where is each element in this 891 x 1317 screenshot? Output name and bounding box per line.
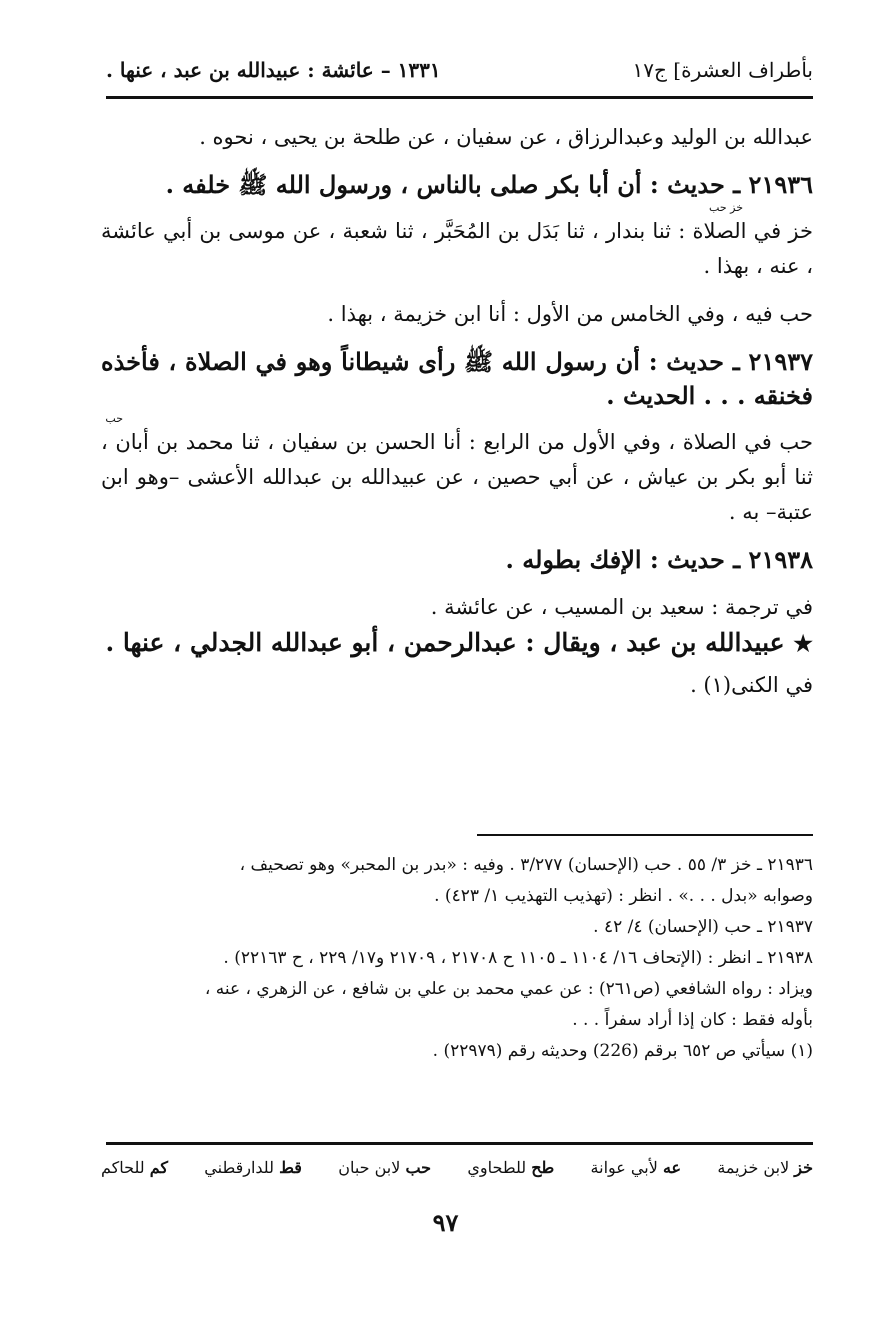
hadith-21936-hb-chain: حب فيه ، وفي الخامس من الأول : أنا ابن خزيمة ، بهذا . xyxy=(327,302,813,326)
footnote-21936-line2: وصوابه «بدل . . .» . انظر : (تهذيب التهذيب ١/ ٤٢٣) . xyxy=(434,886,813,906)
hadith-21936-title: ٢١٩٣٦ ـ حديث : أن أبا بكر صلى بالناس ، ورسول الله ﷺ خلفه . xyxy=(165,170,813,199)
main-text xyxy=(101,120,813,703)
abbr-item: عه لأبي عوانة xyxy=(590,1158,682,1177)
narrator-name: عبيدالله بن عبد ، ويقال : عبدالرحمن ، أبو عبدالله الجدلي ، عنها . xyxy=(105,628,785,657)
hadith-21936-sigla: خز حب xyxy=(709,201,743,214)
continuation-line: عبدالله بن الوليد وعبدالرزاق ، عن سفيان ، عن طلحة بن يحيى ، نحوه . xyxy=(199,125,813,149)
footnote-addition-line1: ويزاد : رواه الشافعي (ص٢٦١) : عن عمي محمد بن علي بن شافع ، عن الزهري ، عنه ، xyxy=(204,979,813,999)
footnote-separator xyxy=(477,834,813,836)
header-volume: بأطراف العشرة] ج١٧ xyxy=(632,58,813,82)
star-icon: ★ xyxy=(793,631,813,657)
hadith-21936-khz-chain: خز في الصلاة : ثنا بندار ، ثنا بَدَل بن المُحَبَّر ، ثنا شعبة ، عن موسى بن أبي عائشة ، عنه ، بهذا . xyxy=(101,219,813,278)
footnote-21936-line1: ٢١٩٣٦ ـ خز ٣/ ٥٥ . حب (الإحسان) ٣/٢٧٧ . وفيه : «بدر بن المحبر» وهو تصحيف ، xyxy=(239,855,813,875)
abbr-item: خز لابن خزيمة xyxy=(717,1158,813,1177)
abbr-item: حب لابن حبان xyxy=(338,1158,432,1177)
page-number: ٩٧ xyxy=(432,1208,459,1237)
hadith-21938-reference: في ترجمة : سعيد بن المسيب ، عن عائشة . xyxy=(430,595,813,619)
narrator-reference: في الكنى(١) . xyxy=(690,673,813,697)
abbreviations-rule xyxy=(106,1142,813,1145)
hadith-21938-title: ٢١٩٣٨ ـ حديث : الإفك بطوله . xyxy=(505,545,813,574)
footnote-21938: ٢١٩٣٨ ـ انظر : (الإتحاف ١٦/ ١١٠٤ ـ ١١٠٥ ح ٢١٧٠٨ ، ٢١٧٠٩ و١٧/ ٢٢٩ ، ح ٢٢١٦٣) . xyxy=(223,948,813,968)
narrator-entry xyxy=(101,625,813,662)
hadith-21937-hb-chain: حب في الصلاة ، وفي الأول من الرابع : أنا الحسن بن سفيان ، ثنا محمد بن أبان ، ثنا أبو بكر بن عياش ، عن أبي حصين ، عن عبيدالله بن عبدالله الأعشى –وهو ابن عتبة– به . xyxy=(101,430,813,524)
header-section: ١٣٣١ – عائشة : عبيدالله بن عبد ، عنها . xyxy=(106,58,441,82)
footnote-1: (١) سيأتي ص ٦٥٢ برقم (226) وحديثه رقم (٢٢٩٧٩) . xyxy=(432,1041,813,1061)
abbr-item: طح للطحاوي xyxy=(467,1158,555,1177)
abbreviations-key xyxy=(101,1158,813,1177)
abbr-item: قط للدارقطني xyxy=(204,1158,302,1177)
abbr-item: كم للحاكم xyxy=(101,1158,168,1177)
hadith-21937-title: ٢١٩٣٧ ـ حديث : أن رسول الله ﷺ رأى شيطاناً وهو في الصلاة ، فأخذه فخنقه . . . الحديث . xyxy=(101,347,813,410)
header-rule xyxy=(106,96,813,99)
hadith-21937-sigla: حب xyxy=(105,412,123,425)
footnote-21937: ٢١٩٣٧ ـ حب (الإحسان) ٤/ ٤٢ . xyxy=(593,917,813,937)
footnote-addition-line2: بأوله فقط : كان إذا أراد سفراً . . . xyxy=(572,1010,813,1030)
footnotes xyxy=(101,850,813,1067)
